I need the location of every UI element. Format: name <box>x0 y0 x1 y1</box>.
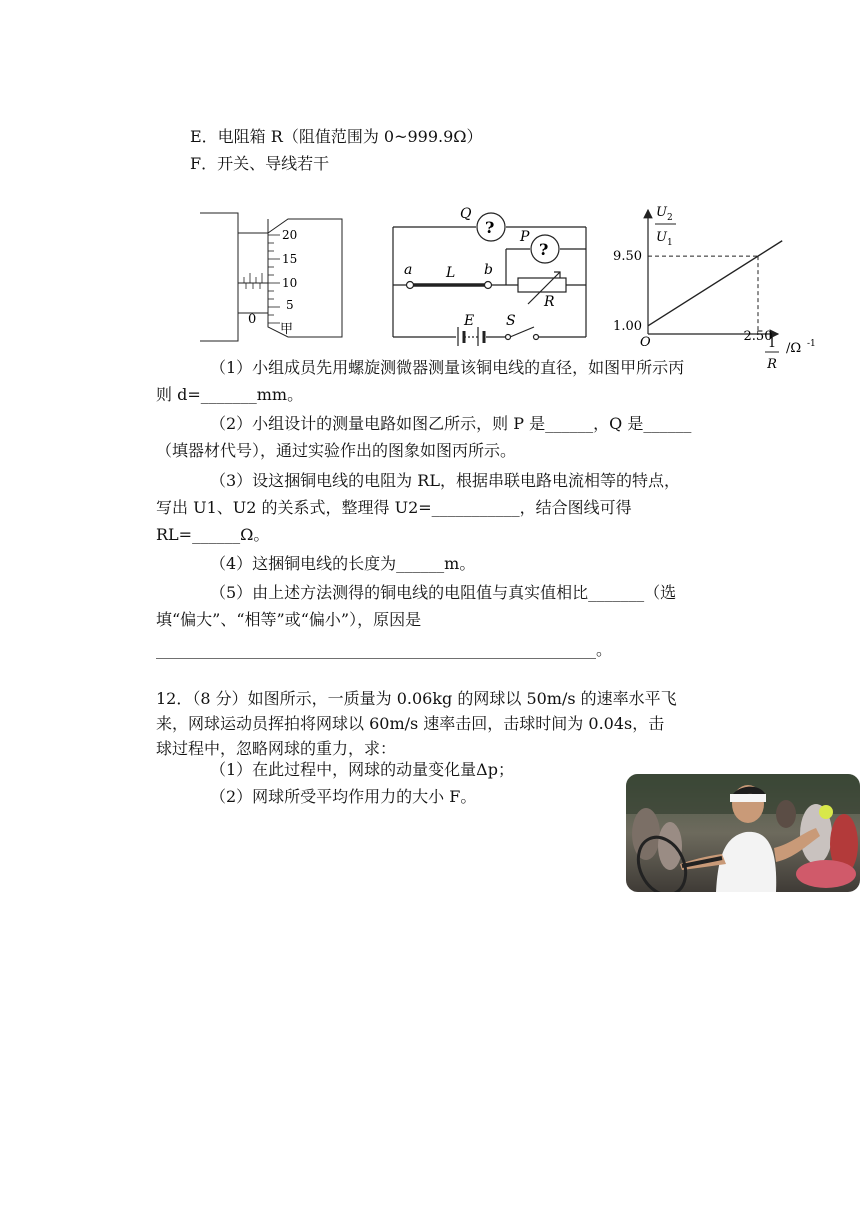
circuit-figure <box>388 200 598 346</box>
graph-x-tick-250: 2.50 <box>743 329 773 344</box>
question-3-line-1: （3）设这捆铜电线的电阻为 RL，根据串联电路电流相等的特点， <box>210 471 680 490</box>
question-5-line-1: （5）由上述方法测得的铜电线的电阻值与真实值相比_______（选 <box>210 583 677 602</box>
micrometer-label-15: 15 <box>282 252 298 266</box>
label-e: E <box>464 313 475 329</box>
question-2-line-1: （2）小组设计的测量电路如图乙所示，则 P 是______，Q 是______ <box>210 414 692 433</box>
label-q: Q <box>460 206 472 222</box>
label-l: L <box>446 265 456 281</box>
label-r: R <box>544 294 555 310</box>
micrometer-zero-label: 0 <box>248 312 257 327</box>
label-b: b <box>484 262 493 278</box>
label-a: a <box>404 262 413 278</box>
graph-x-unit: /Ω <box>786 341 802 356</box>
graph-y-tick-100: 1.00 <box>613 318 642 334</box>
micrometer-caption: 甲 <box>280 322 294 337</box>
micrometer-label-5: 5 <box>286 298 294 312</box>
graph-y-label-den: U <box>656 230 667 245</box>
graph-x-label-num: 1 <box>767 336 777 351</box>
problem-12-line-1: 12．（8 分）如图所示，一质量为 0.06kg 的网球以 50m/s 的速率水平飞 <box>156 689 677 708</box>
question-5-line-3: _______________________________________________________。 <box>156 640 613 659</box>
question-2-line-2: （填器材代号），通过实验作出的图象如图丙所示。 <box>156 441 517 460</box>
option-e: E．电阻箱 R（阻值范围为 0~999.9Ω） <box>190 127 483 146</box>
question-3-line-3: RL=______Ω。 <box>156 525 270 544</box>
problem-12-sub-1: （1）在此过程中，网球的动量变化量Δp； <box>210 760 514 779</box>
question-3-line-2: 写出 U1、U2 的关系式，整理得 U2=___________，结合图线可得 <box>156 498 632 517</box>
question-1-line-2: 则 d=_______mm。 <box>156 385 304 404</box>
label-p: P <box>520 229 530 245</box>
graph-y-tick-950: 9.50 <box>613 249 642 265</box>
graph-origin-label: O <box>640 335 651 350</box>
option-f: F．开关、导线若干 <box>190 154 330 173</box>
problem-12-sub-2: （2）网球所受平均作用力的大小 F。 <box>210 787 477 806</box>
micrometer-label-20: 20 <box>282 228 298 242</box>
graph-figure <box>612 200 832 378</box>
graph-y-label-num-sub: 2 <box>667 213 673 223</box>
problem-12-line-3: 球过程中，忽略网球的重力，求： <box>156 739 397 758</box>
tennis-player-photo <box>626 774 860 892</box>
question-1-line-1: （1）小组成员先用螺旋测微器测量该铜电线的直径，如图甲所示丙 <box>210 358 685 377</box>
question-5-line-2: 填“偏大”、“相等”或“偏小”），原因是 <box>156 610 422 629</box>
meter-p-symbol: ? <box>539 240 549 259</box>
graph-x-unit-sup: -1 <box>807 339 816 349</box>
graph-series-line <box>648 241 782 326</box>
graph-x-label-den: R <box>767 357 777 372</box>
problem-12-line-2: 来，网球运动员挥拍将网球以 60m/s 速率击回，击球时间为 0.04s，击 <box>156 714 665 733</box>
label-s: S <box>506 313 516 329</box>
micrometer-label-10: 10 <box>282 276 298 290</box>
graph-y-label-den-sub: 1 <box>667 238 673 248</box>
micrometer-figure <box>196 205 346 347</box>
question-4-line: （4）这捆铜电线的长度为______m。 <box>210 554 476 573</box>
meter-q-symbol: ? <box>485 218 495 237</box>
graph-y-label-num: U <box>656 205 667 220</box>
